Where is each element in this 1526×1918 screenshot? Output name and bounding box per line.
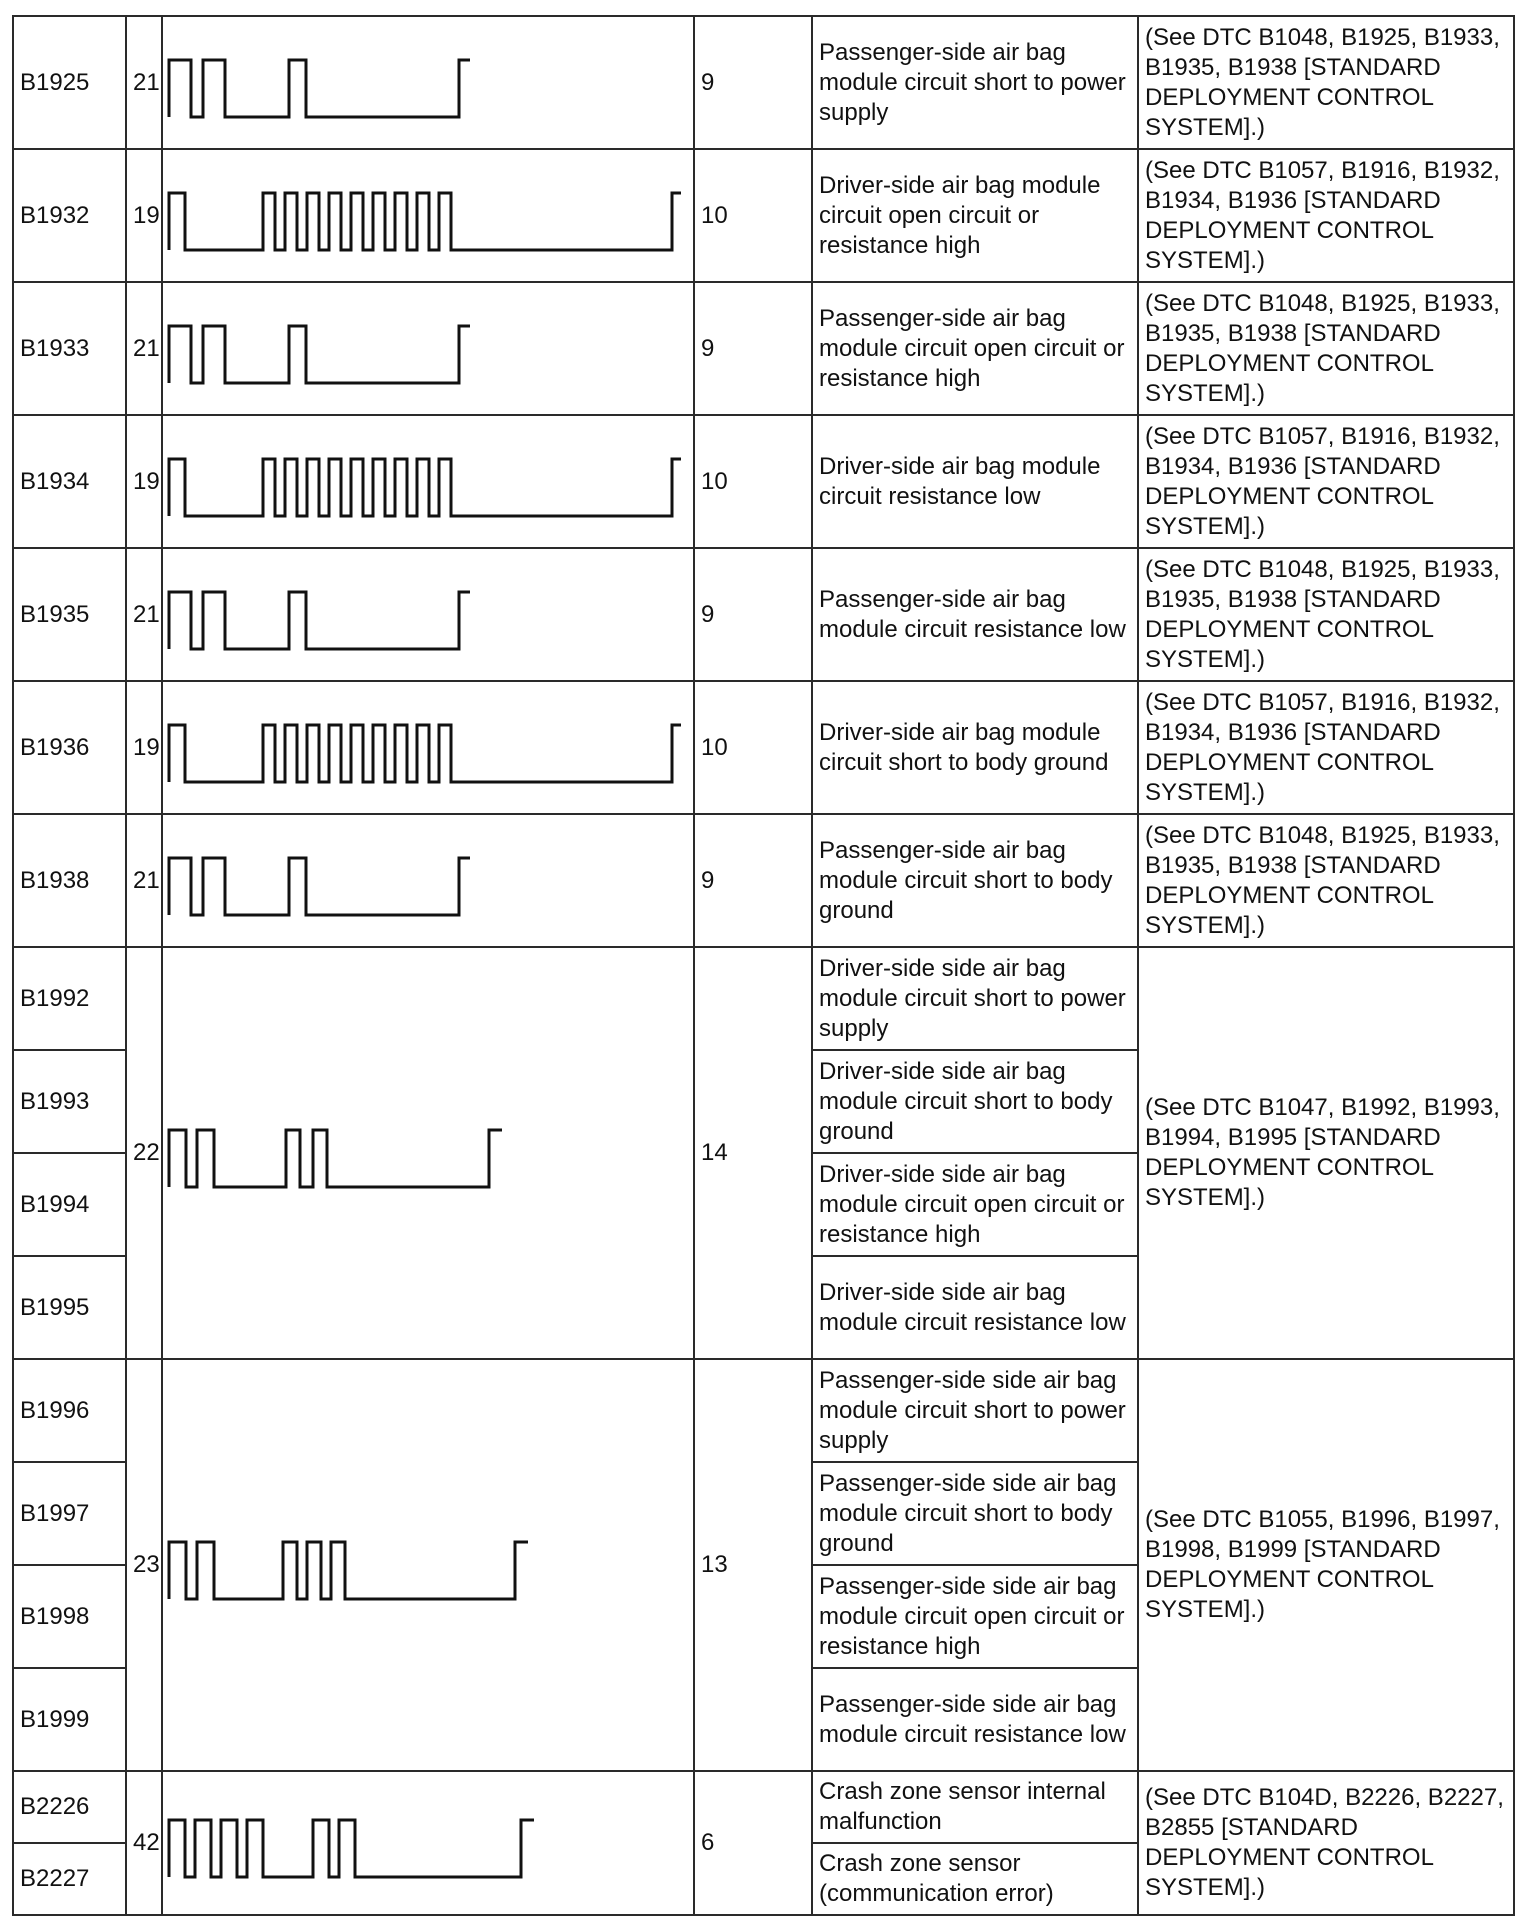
flash-count: 21: [126, 548, 162, 681]
table-row: [13, 1771, 1514, 1843]
dtc-reference: (See DTC B1057, B1916, B1932, B1934, B1936 [STANDARD DEPLOYMENT CONTROL SYSTEM].): [1138, 149, 1514, 282]
dtc-description: Passenger-side air bag module circuit open circuit or resistance high: [812, 282, 1138, 415]
dtc-code: B1933: [13, 282, 126, 415]
dtc-reference: (See DTC B1048, B1925, B1933, B1935, B1938 [STANDARD DEPLOYMENT CONTROL SYSTEM].): [1138, 282, 1514, 415]
flash-waveform: [163, 565, 694, 665]
flash-waveform: [163, 831, 694, 931]
dtc-code: B1935: [13, 548, 126, 681]
test-value: 9: [694, 548, 812, 681]
dtc-flash-code-table: [12, 15, 1515, 1916]
flash-count: 19: [126, 681, 162, 814]
test-value: 10: [694, 681, 812, 814]
flash-count: 19: [126, 415, 162, 548]
flash-count: 22: [126, 947, 162, 1359]
test-value: 9: [694, 16, 812, 149]
flash-waveform: [163, 299, 694, 399]
waveform-cell: [162, 1771, 694, 1915]
table-row: [13, 814, 1514, 947]
dtc-code: B1992: [13, 947, 126, 1050]
dtc-reference: (See DTC B1055, B1996, B1997, B1998, B1999 [STANDARD DEPLOYMENT CONTROL SYSTEM].): [1138, 1359, 1514, 1771]
dtc-description: Passenger-side side air bag module circuit resistance low: [812, 1668, 1138, 1771]
table-row: [13, 282, 1514, 415]
test-value: 10: [694, 149, 812, 282]
dtc-reference: (See DTC B104D, B2226, B2227, B2855 [STANDARD DEPLOYMENT CONTROL SYSTEM].): [1138, 1771, 1514, 1915]
dtc-description: Driver-side side air bag module circuit short to power supply: [812, 947, 1138, 1050]
waveform-cell: [162, 149, 694, 282]
flash-waveform: [163, 1515, 694, 1615]
test-value: 10: [694, 415, 812, 548]
dtc-reference: (See DTC B1057, B1916, B1932, B1934, B1936 [STANDARD DEPLOYMENT CONTROL SYSTEM].): [1138, 681, 1514, 814]
dtc-code: B1936: [13, 681, 126, 814]
dtc-description: Passenger-side air bag module circuit short to power supply: [812, 16, 1138, 149]
flash-waveform: [163, 1103, 694, 1203]
table-row: [13, 681, 1514, 814]
dtc-reference: (See DTC B1047, B1992, B1993, B1994, B1995 [STANDARD DEPLOYMENT CONTROL SYSTEM].): [1138, 947, 1514, 1359]
dtc-description: Driver-side side air bag module circuit open circuit or resistance high: [812, 1153, 1138, 1256]
waveform-path: [169, 459, 681, 516]
flash-count: 23: [126, 1359, 162, 1771]
table-row: [13, 415, 1514, 548]
waveform-cell: [162, 16, 694, 149]
flash-count: 42: [126, 1771, 162, 1915]
dtc-description: Driver-side air bag module circuit resistance low: [812, 415, 1138, 548]
flash-waveform: [163, 166, 694, 266]
dtc-code: B1925: [13, 16, 126, 149]
table-row: [13, 16, 1514, 149]
dtc-description: Passenger-side side air bag module circuit short to power supply: [812, 1359, 1138, 1462]
flash-count: 21: [126, 16, 162, 149]
dtc-description: Passenger-side side air bag module circuit short to body ground: [812, 1462, 1138, 1565]
dtc-description: Passenger-side side air bag module circuit open circuit or resistance high: [812, 1565, 1138, 1668]
waveform-path: [169, 592, 470, 649]
flash-count: 19: [126, 149, 162, 282]
waveform-path: [169, 858, 470, 915]
dtc-description: Driver-side air bag module circuit open circuit or resistance high: [812, 149, 1138, 282]
dtc-reference: (See DTC B1048, B1925, B1933, B1935, B1938 [STANDARD DEPLOYMENT CONTROL SYSTEM].): [1138, 16, 1514, 149]
flash-count: 21: [126, 282, 162, 415]
test-value: 9: [694, 814, 812, 947]
dtc-description: Crash zone sensor (communication error): [812, 1843, 1138, 1915]
dtc-description: Driver-side side air bag module circuit resistance low: [812, 1256, 1138, 1359]
dtc-reference: (See DTC B1057, B1916, B1932, B1934, B1936 [STANDARD DEPLOYMENT CONTROL SYSTEM].): [1138, 415, 1514, 548]
test-value: 6: [694, 1771, 812, 1915]
dtc-code: B2227: [13, 1843, 126, 1915]
dtc-description: Passenger-side air bag module circuit resistance low: [812, 548, 1138, 681]
waveform-path: [169, 326, 470, 383]
waveform-cell: [162, 814, 694, 947]
dtc-code: B1998: [13, 1565, 126, 1668]
dtc-description: Crash zone sensor internal malfunction: [812, 1771, 1138, 1843]
dtc-code: B1996: [13, 1359, 126, 1462]
waveform-cell: [162, 681, 694, 814]
dtc-description: Passenger-side air bag module circuit short to body ground: [812, 814, 1138, 947]
waveform-path: [169, 1542, 528, 1599]
flash-count: 21: [126, 814, 162, 947]
dtc-code: B1995: [13, 1256, 126, 1359]
dtc-reference: (See DTC B1048, B1925, B1933, B1935, B1938 [STANDARD DEPLOYMENT CONTROL SYSTEM].): [1138, 814, 1514, 947]
dtc-description: Driver-side side air bag module circuit short to body ground: [812, 1050, 1138, 1153]
table-row: [13, 947, 1514, 1050]
flash-waveform: [163, 33, 694, 133]
dtc-code: B1997: [13, 1462, 126, 1565]
dtc-code: B1934: [13, 415, 126, 548]
dtc-code: B1938: [13, 814, 126, 947]
dtc-reference: (See DTC B1048, B1925, B1933, B1935, B1938 [STANDARD DEPLOYMENT CONTROL SYSTEM].): [1138, 548, 1514, 681]
table-row: [13, 149, 1514, 282]
dtc-code: B1932: [13, 149, 126, 282]
waveform-path: [169, 1820, 534, 1877]
waveform-path: [169, 60, 470, 117]
dtc-code: B1994: [13, 1153, 126, 1256]
waveform-cell: [162, 947, 694, 1359]
test-value: 14: [694, 947, 812, 1359]
waveform-cell: [162, 548, 694, 681]
waveform-cell: [162, 282, 694, 415]
table-row: [13, 548, 1514, 681]
flash-waveform: [163, 432, 694, 532]
dtc-code: B1993: [13, 1050, 126, 1153]
dtc-code: B2226: [13, 1771, 126, 1843]
waveform-path: [169, 725, 681, 782]
waveform-cell: [162, 1359, 694, 1771]
test-value: 13: [694, 1359, 812, 1771]
dtc-description: Driver-side air bag module circuit short to body ground: [812, 681, 1138, 814]
test-value: 9: [694, 282, 812, 415]
waveform-path: [169, 1130, 502, 1187]
table-row: [13, 1359, 1514, 1462]
waveform-cell: [162, 415, 694, 548]
flash-waveform: [163, 1793, 694, 1893]
waveform-path: [169, 193, 681, 250]
flash-waveform: [163, 698, 694, 798]
dtc-code: B1999: [13, 1668, 126, 1771]
